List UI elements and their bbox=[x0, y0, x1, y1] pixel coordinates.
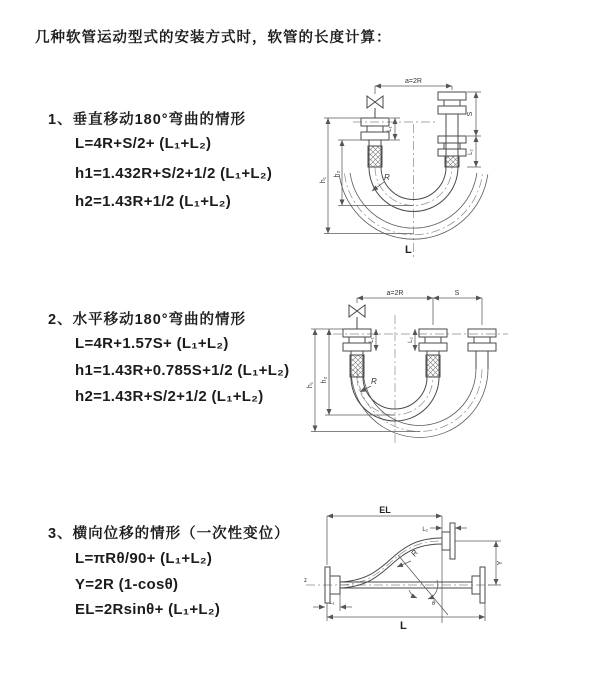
dim-label-a2r: a=2R bbox=[386, 290, 404, 297]
valve-icon bbox=[367, 96, 383, 118]
centerlines bbox=[306, 541, 493, 585]
dimension-l1 bbox=[369, 329, 376, 351]
axis-mark: z bbox=[304, 578, 307, 584]
dim-label-l1: L₁ bbox=[387, 126, 393, 132]
section2-formula-h1: h1=1.43R+0.785S+1/2 (L₁+L₂) bbox=[75, 362, 290, 379]
hose-displaced-position bbox=[340, 523, 455, 588]
dim-label-s: S bbox=[467, 111, 474, 117]
braided-hose-section bbox=[445, 156, 459, 167]
section2-formula-h2: h2=1.43R+S/2+1/2 (L₁+L₂) bbox=[75, 388, 264, 405]
dimension-s bbox=[433, 290, 482, 325]
dim-label-s: S bbox=[454, 290, 460, 297]
braided-hose-section bbox=[426, 355, 440, 377]
valve-icon bbox=[349, 305, 365, 329]
dimension-l2 bbox=[408, 329, 415, 351]
centerlines bbox=[353, 122, 436, 258]
section3-heading: 3、横向位移的情形（一次性变位） bbox=[48, 526, 290, 542]
section1-formula-L: L=4R+S/2+ (L₁+L₂) bbox=[75, 135, 212, 152]
flange-stack-left bbox=[361, 118, 389, 140]
dim-label-h2: h₂ bbox=[321, 376, 328, 384]
flange-stack-middle bbox=[419, 329, 447, 351]
dim-label-l1: L₁ bbox=[329, 600, 335, 606]
dim-label-l: L bbox=[400, 620, 407, 632]
radius-label: R bbox=[384, 173, 390, 182]
diagram-vertical-180-bend bbox=[318, 72, 590, 262]
dim-label-y: Y bbox=[497, 560, 504, 566]
flange-stack-right bbox=[438, 92, 466, 156]
braided-hose-section bbox=[350, 355, 364, 377]
dim-label-l2: L₂ bbox=[468, 149, 474, 155]
diagram-lateral-displacement bbox=[298, 505, 595, 650]
section2-heading: 2、水平移动180°弯曲的情形 bbox=[48, 312, 247, 328]
section3-formula-EL: EL=2Rsinθ+ (L₁+L₂) bbox=[75, 601, 221, 618]
dim-label-l2: L₂ bbox=[422, 527, 428, 533]
flange-stack-right bbox=[468, 329, 496, 351]
section3-formula-L: L=πRθ/90+ (L₁+L₂) bbox=[75, 550, 213, 567]
radius-callout bbox=[360, 377, 377, 392]
section1-formula-h2: h2=1.43R+1/2 (L₁+L₂) bbox=[75, 193, 232, 210]
hose-moved-position bbox=[351, 351, 488, 438]
dim-label-l2: L₂ bbox=[408, 337, 414, 343]
dimension-s bbox=[467, 92, 481, 136]
dimension-l1 bbox=[313, 594, 352, 611]
flange-stack-left bbox=[343, 329, 371, 351]
radius-label: R bbox=[409, 548, 420, 559]
section1-heading: 1、垂直移动180°弯曲的情形 bbox=[48, 112, 247, 128]
dim-label-el: EL bbox=[379, 505, 391, 515]
page-title: 几种软管运动型式的安装方式时，软管的长度计算： bbox=[35, 30, 392, 46]
dimension-l2 bbox=[467, 136, 481, 167]
diagram-horizontal-180-bend bbox=[303, 285, 595, 457]
section2-formula-L: L=4R+1.57S+ (L₁+L₂) bbox=[75, 335, 229, 352]
braided-hose-section bbox=[368, 146, 382, 167]
dim-label-h2: h₂ bbox=[334, 170, 341, 178]
section3-formula-Y: Y=2R (1-cosθ) bbox=[75, 576, 179, 593]
dim-label-a2r: a=2R bbox=[405, 78, 422, 85]
dim-label-h1: h₁ bbox=[307, 381, 314, 389]
section1-formula-h1: h1=1.432R+S/2+1/2 (L₁+L₂) bbox=[75, 165, 273, 182]
dim-label-l1: L₁ bbox=[369, 337, 375, 343]
angle-label: θ bbox=[432, 601, 436, 607]
dim-label-h1: h₁ bbox=[320, 176, 327, 184]
radius-label: R bbox=[371, 377, 377, 386]
length-label: L bbox=[405, 244, 412, 256]
